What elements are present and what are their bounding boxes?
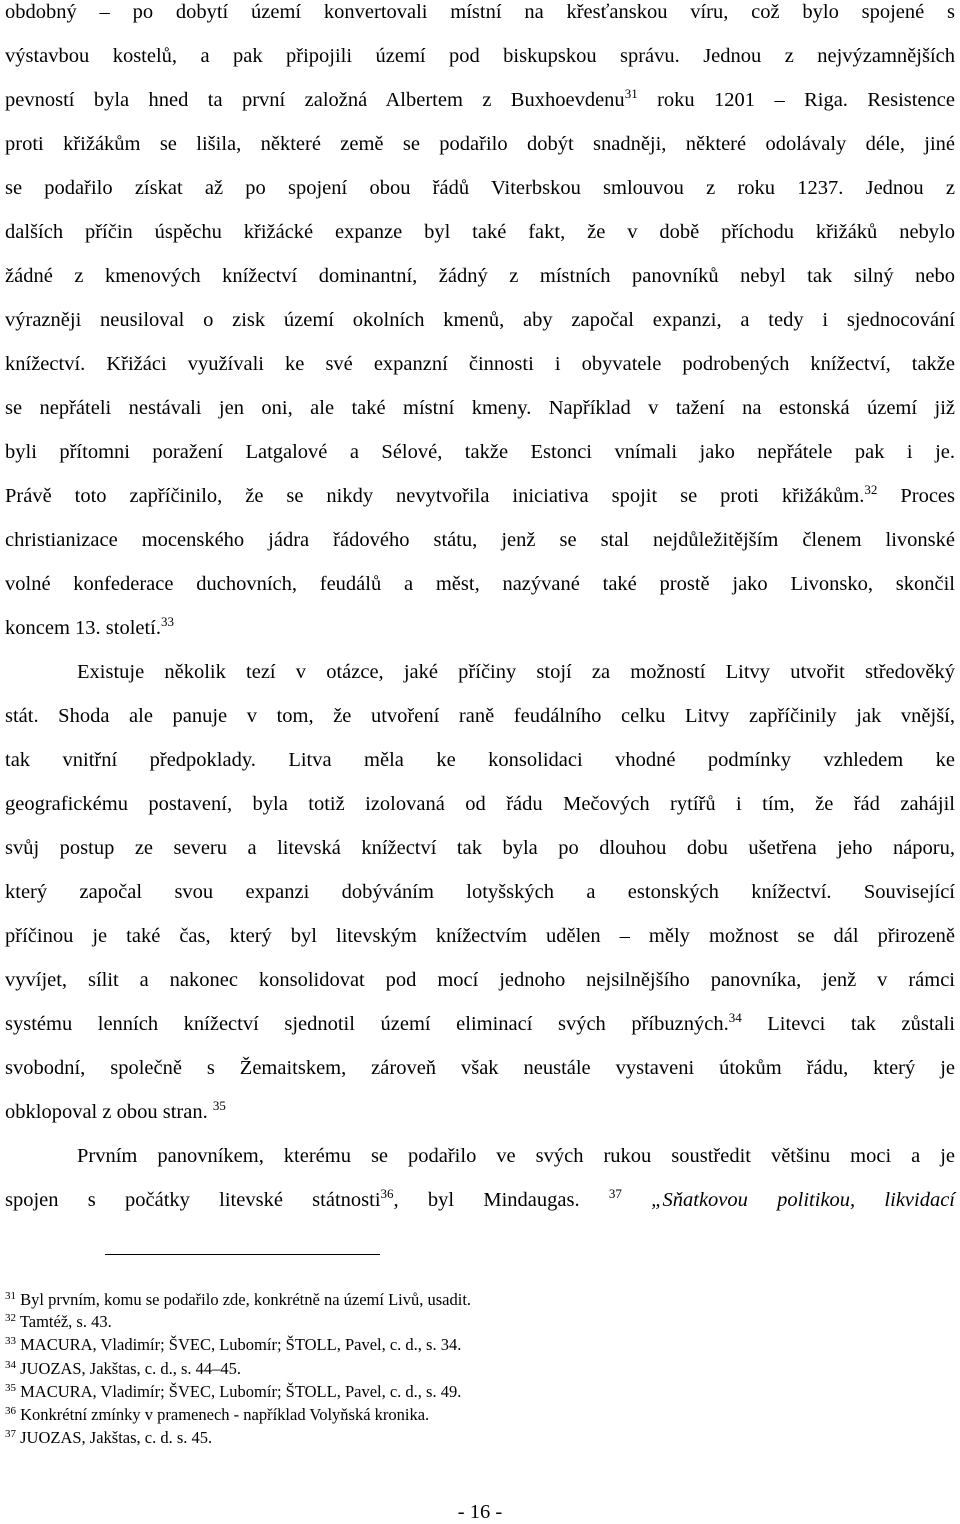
footnote-number: 34 [5,1359,16,1371]
footnote-ref: 34 [728,1010,742,1025]
footnote [5,1382,461,1402]
body-line: obdobný – po dobytí území konvertovali místní na křesťanskou víru, což bylo spojené s [5,1,955,23]
body-line: Existuje několik tezí v otázce, jaké příčiny stojí za možností Litvy utvořit středověký [77,661,955,683]
footnote-number: 36 [5,1405,16,1417]
footnote [5,1335,461,1355]
body-line: příčinou je také čas, který byl litevským knížectvím udělen – měly možnost se dál přirozeně [5,925,955,947]
footnote-number: 33 [5,1335,16,1347]
body-line: výrazněji neusiloval o zisk území okolních kmenů, aby započal expanzi, a tedy i sjednocování [5,309,955,331]
body-line: se nepřáteli nestávali jen oni, ale také místní kmeny. Například v tažení na estonská území již [5,397,955,419]
footnote-separator [105,1254,380,1255]
body-line: proti křižákům se lišila, některé země se podařilo dobýt snadněji, některé odolávaly déle, jiné [5,133,955,155]
footnote [5,1405,429,1425]
footnote-text: JUOZAS, Jakštas, c. d. s. 45. [20,1428,213,1447]
footnote-ref: 35 [212,1098,226,1113]
body-line: tak vnitřní předpoklady. Litva měla ke konsolidaci vhodné podmínky vzhledem ke [5,749,955,771]
body-line: žádné z kmenových knížectví dominantní, žádný z místních panovníků nebyl tak silný nebo [5,265,955,287]
footnote-text: Tamtéž, s. 43. [19,1312,112,1331]
footnote-number: 37 [5,1428,16,1440]
body-line: stát. Shoda ale panuje v tom, že utvoření raně feudálního celku Litvy zapříčinily jak vnější, [5,705,955,727]
body-line: který započal svou expanzi dobýváním lotyšských a estonských knížectví. Související [5,881,955,903]
footnote-text: Konkrétní zmínky v pramenech - například Volyňská kronika. [20,1405,430,1424]
footnote-text: Byl prvním, komu se podařilo zde, konkrétně na území Livů, usadit. [20,1290,472,1309]
body-line: spojen s počátky litevské státnosti$^{36}$, byl Mindaugas. $^{37}$ „Sňatkovou politikou, likvidací [5,1186,956,1211]
footnote-number: 31 [5,1290,16,1302]
body-line: vyvíjet, sílit a nakonec konsolidovat pod mocí jednoho nejsilnějšího panovníka, jenž v rámci [5,969,955,991]
body-line: christianizace mocenského jádra řádového státu, jenž se stal nejdůležitějším členem livonské [5,529,955,551]
footnote-text: MACURA, Vladimír; ŠVEC, Lubomír; ŠTOLL, Pavel, c. d., s. 49. [20,1382,462,1401]
body-line: pevností byla hned ta první založná Albertem z Buxhoevdenu$^{31}$ roku 1201 – Riga. Resistence [5,86,955,111]
body-line: svobodní, společně s Žemaitskem, zároveň však neustále vystaveni útokům řádu, který je [5,1057,955,1079]
page-number: - 16 - [457,1501,503,1523]
footnote-ref: 36 [380,1186,394,1201]
footnote [5,1359,241,1379]
body-line: dalších příčin úspěchu křižácké expanze byl také fakt, že v době příchodu křižáků nebylo [5,221,955,243]
body-line: byli přítomni poražení Latgalové a Sélové, takže Estonci vnímali jako nepřátele pak i je. [5,441,955,463]
body-line: Právě toto zapříčinilo, že se nikdy nevytvořila iniciativa spojit se proti křižákům.$^{32}$ Proces [5,482,956,507]
footnote [5,1428,212,1448]
body-line: volné konfederace duchovních, feudálů a měst, nazývané také prostě jako Livonsko, skončil [5,573,955,595]
body-line: obklopoval z obou stran. $^{35}$ [5,1098,226,1123]
body-line: svůj postup ze severu a litevská knížectví tak byla po dlouhou dobu ušetřena jeho náporu, [5,837,955,859]
body-line: Prvním panovníkem, kterému se podařilo ve svých rukou soustředit většinu moci a je [77,1145,955,1167]
footnote-ref: 37 [608,1186,622,1201]
body-line: knížectví. Křižáci využívali ke své expanzní činnosti i obyvatele podrobených knížectví, takže [5,353,955,375]
footnote-number: 35 [5,1382,16,1394]
body-line: geografickému postavení, byla totiž izolovaná od řádu Mečových rytířů i tím, že řád zahájil [5,793,955,815]
footnote-text: MACURA, Vladimír; ŠVEC, Lubomír; ŠTOLL, Pavel, c. d., s. 34. [20,1335,462,1354]
footnote-ref: 31 [624,86,638,101]
footnote [5,1312,112,1332]
body-line: koncem 13. století.$^{33}$ [5,614,175,639]
footnote [5,1290,471,1310]
footnote-ref: 33 [161,614,175,629]
footnote-number: 32 [5,1312,16,1324]
body-line: výstavbou kostelů, a pak připojili území pod biskupskou správu. Jednou z nejvýzamnějších [5,45,955,67]
body-line: systému lenních knížectví sjednotil území eliminací svých příbuzných.$^{34}$ Litevci tak zůstali [5,1010,956,1035]
footnote-text: JUOZAS, Jakštas, c. d., s. 44–45. [20,1359,242,1378]
footnote-ref: 32 [864,482,878,497]
body-line: se podařilo získat až po spojení obou řádů Viterbskou smlouvou z roku 1237. Jednou z [5,177,955,199]
